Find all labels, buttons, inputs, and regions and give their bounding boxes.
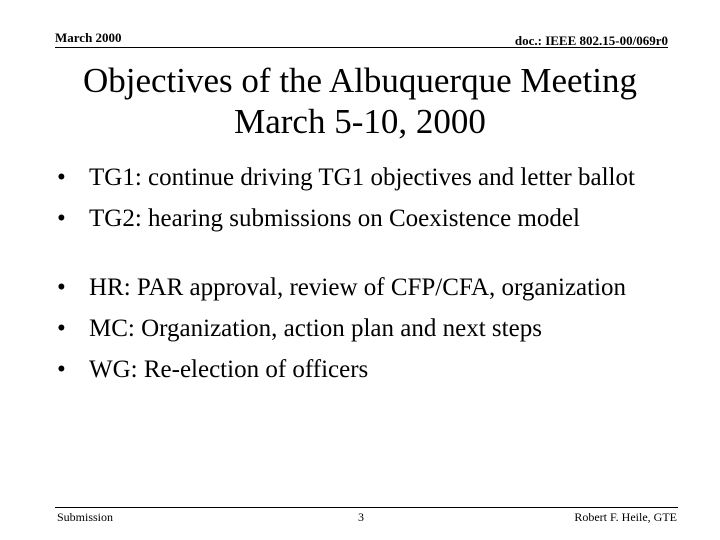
footer-author: Robert F. Heile, GTE: [574, 510, 677, 524]
header-date: March 2000: [55, 30, 122, 45]
bullet-text: WG: Re-election of officers: [89, 356, 369, 383]
slide-title: [40, 60, 680, 142]
bullet-text: TG2: hearing submissions on Coexistence model: [89, 205, 580, 232]
bullet-item-tg1: [57, 163, 677, 192]
bullet-text: HR: PAR approval, review of CFP/CFA, organization: [89, 274, 627, 301]
bullet-icon: •: [57, 356, 66, 383]
bullet-text: MC: Organization, action plan and next steps: [89, 315, 542, 342]
bullet-icon: •: [57, 315, 66, 342]
footer-divider: [55, 507, 678, 508]
bullet-icon: •: [57, 205, 66, 232]
header-divider: [55, 47, 668, 48]
footer-page-number: 3: [358, 510, 364, 524]
bullet-item-wg: [57, 355, 677, 384]
bullet-item-tg2: [57, 204, 677, 233]
bullet-icon: •: [57, 274, 66, 301]
header-doc-id: doc.: IEEE 802.15-00/069r0: [514, 33, 668, 48]
slide-title-line-1: Objectives of the Albuquerque Meeting: [82, 61, 638, 100]
bullet-list: [57, 163, 677, 396]
footer-submission: Submission: [57, 510, 114, 524]
bullet-text: TG1: continue driving TG1 objectives and letter ballot: [89, 164, 635, 191]
bullet-item-mc: [57, 314, 677, 343]
slide-title-line-2: March 5-10, 2000: [234, 102, 486, 141]
bullet-item-hr: [57, 273, 677, 302]
bullet-icon: •: [57, 164, 66, 191]
